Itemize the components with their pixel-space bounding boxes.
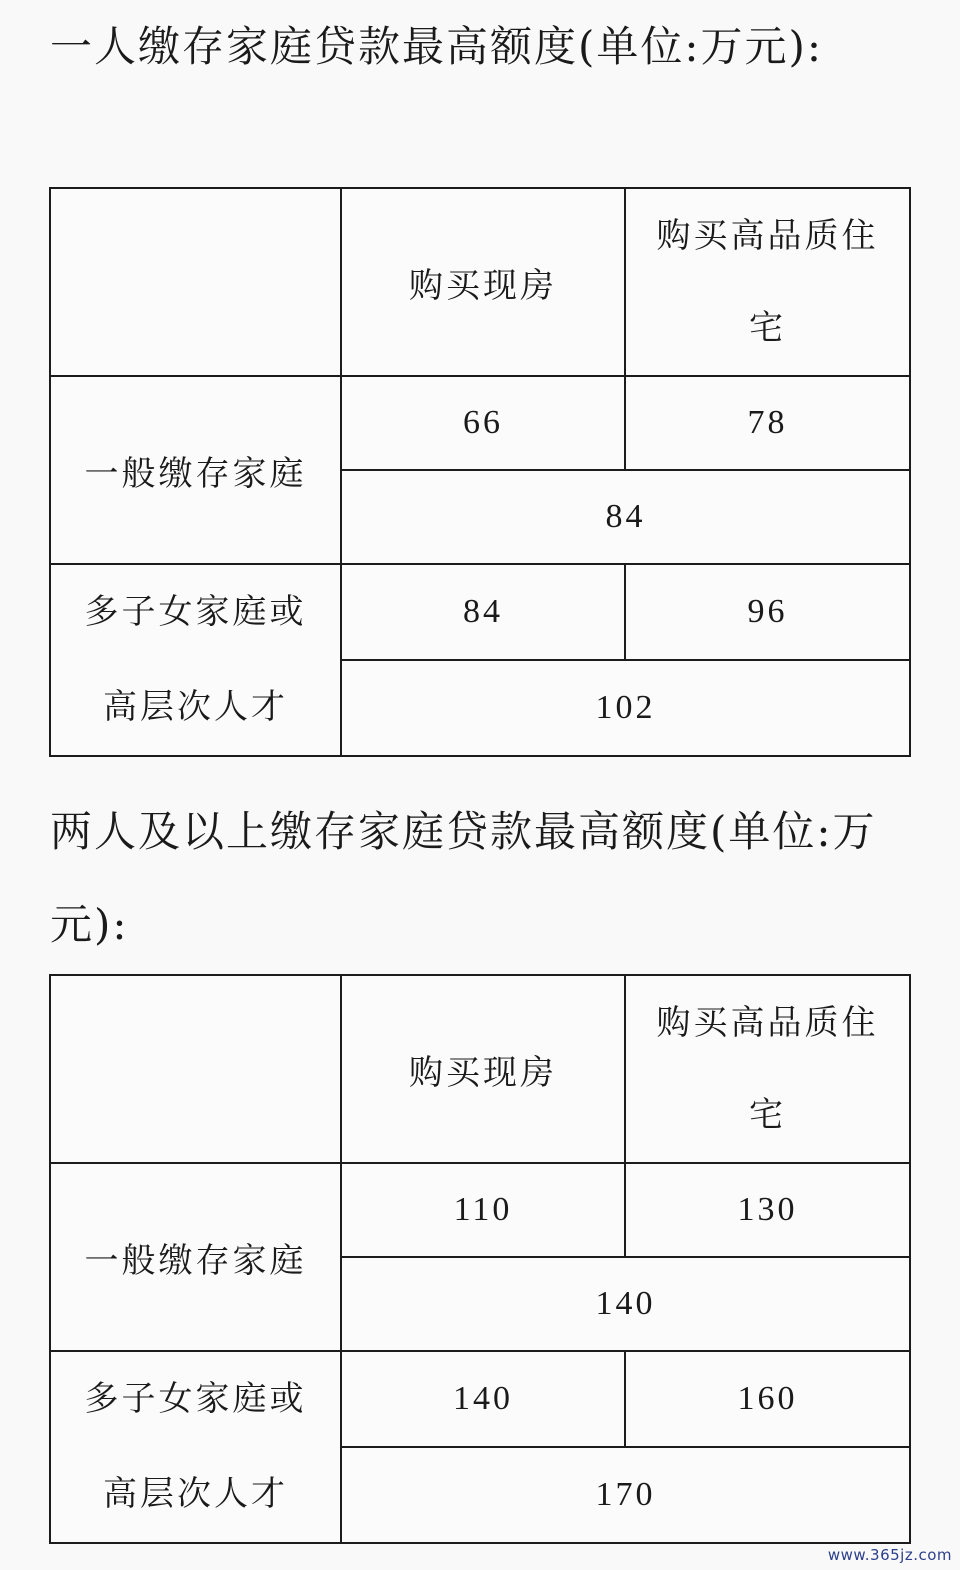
- multi-quality-value: 96: [625, 564, 910, 660]
- table-row-general: [50, 376, 910, 470]
- multi-merged-value: 170: [341, 1447, 910, 1543]
- row-label-multi-text: 多子女家庭或高层次人才: [84, 592, 307, 727]
- general-current-value: 66: [341, 376, 625, 470]
- general-quality-value: 130: [625, 1163, 910, 1257]
- header-current-house: 购买现房: [341, 188, 625, 376]
- multi-current-value: 84: [341, 564, 625, 660]
- multi-current-value: 140: [341, 1351, 625, 1447]
- row-label-general: 一般缴存家庭: [50, 376, 341, 564]
- table-row-multi: [50, 564, 910, 660]
- row-label-multi: [50, 1351, 341, 1543]
- row-label-multi-text: 多子女家庭或高层次人才: [84, 1379, 307, 1514]
- general-quality-value: 78: [625, 376, 910, 470]
- header-quality-house: [625, 188, 910, 376]
- loan-table-single: [49, 187, 911, 757]
- header-empty-cell: [50, 975, 341, 1163]
- loan-table-multiple: [49, 974, 911, 1544]
- general-merged-value: 140: [341, 1257, 910, 1351]
- section2-title: 两人及以上缴存家庭贷款最高额度(单位:万元):: [50, 807, 877, 949]
- general-merged-value: 84: [341, 470, 910, 564]
- table-header-row: [50, 188, 910, 376]
- header-quality-label: 购买高品质住宅: [656, 216, 879, 348]
- table-row-general: [50, 1163, 910, 1257]
- header-current-house: 购买现房: [341, 975, 625, 1163]
- table-row-multi: [50, 1351, 910, 1447]
- general-current-value: 110: [341, 1163, 625, 1257]
- multi-merged-value: 102: [341, 660, 910, 756]
- header-quality-label: 购买高品质住宅: [656, 1003, 879, 1135]
- section1-title: 一人缴存家庭贷款最高额度(单位:万元):: [50, 22, 824, 71]
- row-label-general: 一般缴存家庭: [50, 1163, 341, 1351]
- site-watermark: www.365jz.com: [827, 1546, 952, 1564]
- header-quality-house: [625, 975, 910, 1163]
- multi-quality-value: 160: [625, 1351, 910, 1447]
- row-label-multi: [50, 564, 341, 756]
- table-header-row: [50, 975, 910, 1163]
- header-empty-cell: [50, 188, 341, 376]
